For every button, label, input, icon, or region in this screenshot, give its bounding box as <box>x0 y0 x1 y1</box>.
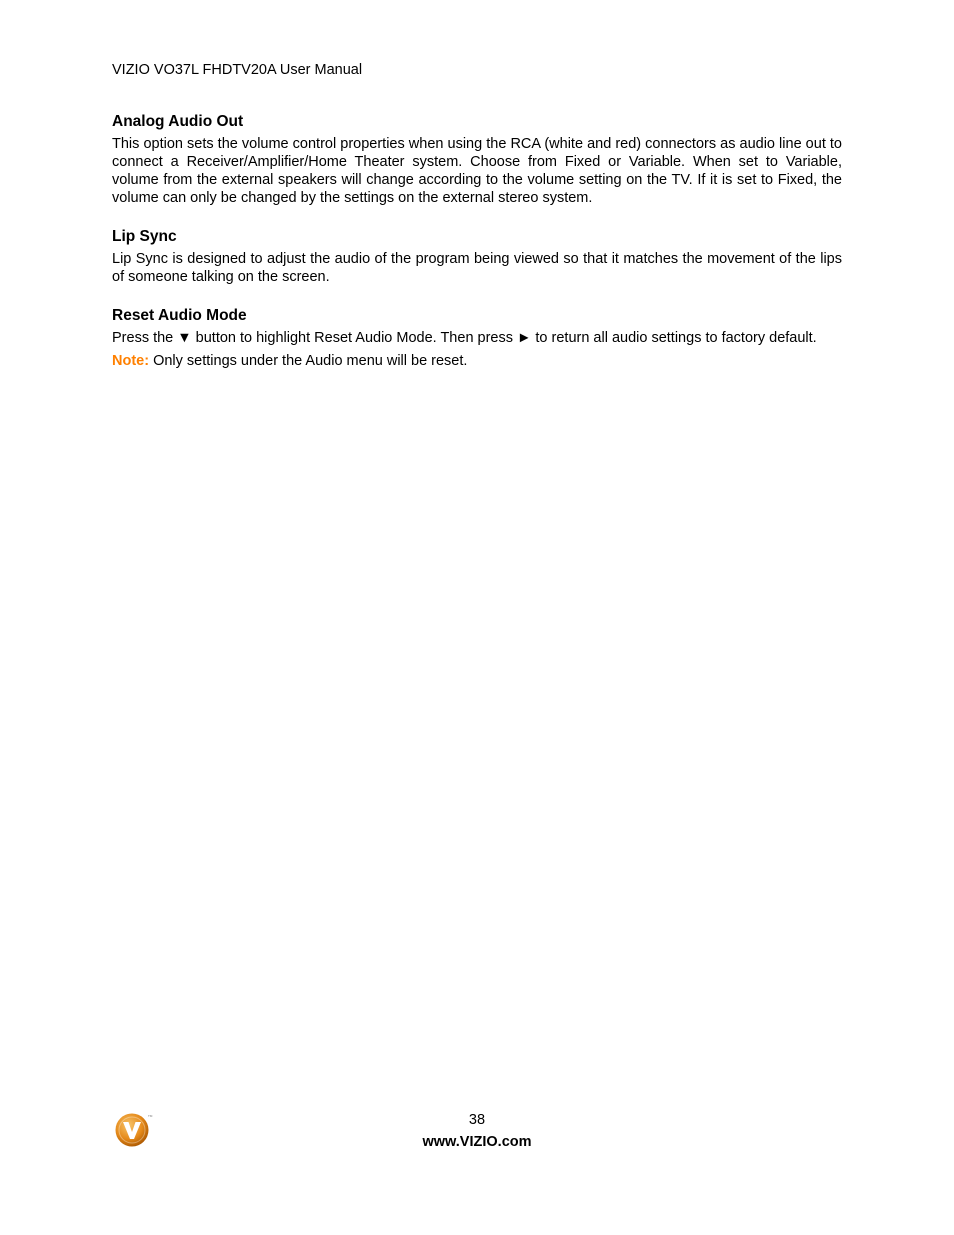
note <box>112 352 842 370</box>
section-lip-sync <box>112 227 842 286</box>
svg-text:TM: TM <box>148 1114 153 1118</box>
page-header: VIZIO VO37L FHDTV20A User Manual <box>112 62 363 78</box>
section-body: Lip Sync is designed to adjust the audio of the program being viewed so that it matches the movement of the lips of someone talking on the screen. <box>112 251 842 285</box>
section-title: Lip Sync <box>112 228 177 245</box>
section-body: Press the ▼ button to highlight Reset Audio Mode. Then press ► to return all audio settings to factory default. <box>112 330 817 346</box>
section-analog-audio-out <box>112 112 842 207</box>
footer-url: www.VIZIO.com <box>422 1134 532 1150</box>
section-reset-audio-mode <box>112 306 842 347</box>
page-content <box>112 112 842 370</box>
section-body: This option sets the volume control properties when using the RCA (white and red) connectors as audio line out to connect a Receiver/Amplifier/Home Theater system. Choose from Fixed or Variable. When set to Variable, volume from the external speakers will change according to the volume setting on the TV. If it is set to Fixed, the volume can only be changed by the settings on the external stereo system. <box>112 136 842 206</box>
note-label: Note: <box>112 353 150 369</box>
note-text: Only settings under the Audio menu will be reset. <box>149 353 468 369</box>
section-title: Reset Audio Mode <box>112 307 247 324</box>
page-number: 38 <box>468 1112 486 1128</box>
section-title: Analog Audio Out <box>112 113 244 130</box>
